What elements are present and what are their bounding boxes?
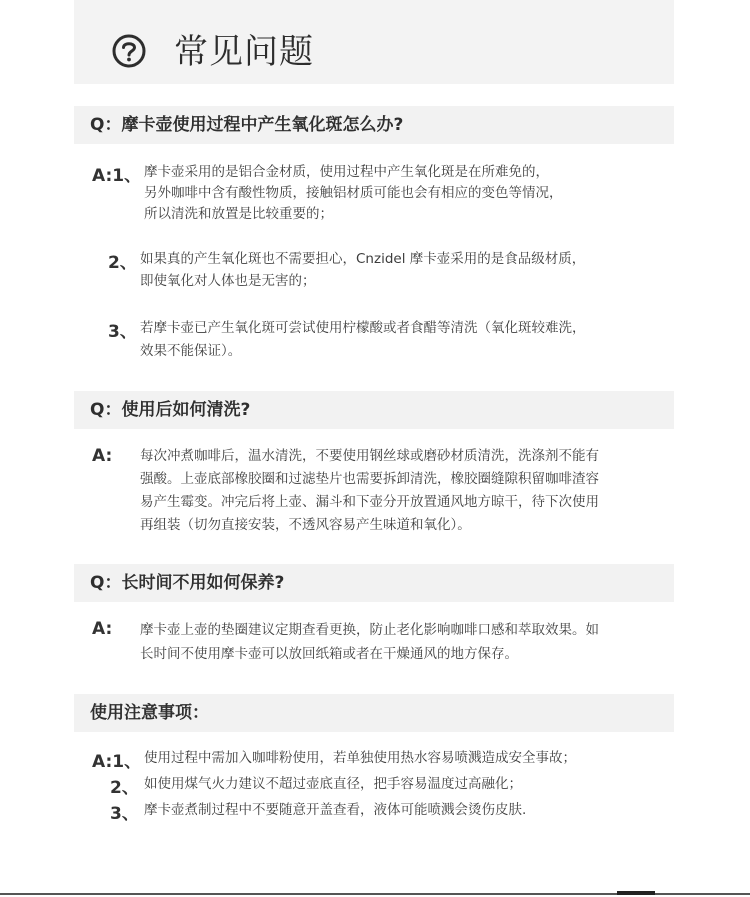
faq2-question-bar: [74, 391, 674, 429]
notes-item1-label: A:1、: [92, 752, 142, 772]
faq3-answer-label: A:: [92, 619, 113, 639]
faq1-answer2-label: 2、: [108, 253, 137, 273]
bottom-accent-mark: [617, 891, 655, 895]
faq1-question-bar: [74, 106, 674, 144]
notes-item1-text: 使用过程中需加入咖啡粉使用，若单独使用热水容易喷溅造成安全事故；: [144, 750, 576, 766]
page-title: 常见问题: [174, 32, 314, 72]
faq2-answer-line1: 每次冲煮咖啡后，温水清洗，不要使用钢丝球或磨砂材质清洗，洗涤剂不能有: [140, 448, 599, 464]
faq3-answer-line2: 长时间不使用摩卡壶可以放回纸箱或者在干燥通风的地方保存。: [140, 646, 518, 662]
faq2-answer-line3: 易产生霉变。冲完后将上壶、漏斗和下壶分开放置通风地方晾干，待下次使用: [140, 494, 599, 510]
faq3-question-bar: [74, 564, 674, 602]
notes-title: 使用注意事项：: [90, 703, 209, 723]
question-circle-icon: [112, 34, 146, 68]
faq1-answer3-line1: 若摩卡壶已产生氧化斑可尝试使用柠檬酸或者食醋等清洗（氧化斑较难洗，: [140, 320, 586, 336]
notes-item3-label: 3、: [110, 804, 139, 824]
faq3-question: Q：长时间不用如何保养?: [90, 573, 285, 593]
notes-title-bar: [74, 694, 674, 732]
faq3-answer-line1: 摩卡壶上壶的垫圈建议定期查看更换，防止老化影响咖啡口感和萃取效果。如: [140, 622, 599, 638]
faq2-answer-label: A:: [92, 446, 113, 466]
faq2-answer-line2: 强酸。上壶底部橡胶圈和过滤垫片也需要拆卸清洗，橡胶圈缝隙积留咖啡渣容: [140, 471, 599, 487]
faq1-answer3-label: 3、: [108, 322, 137, 342]
faq1-answer1-line2: 另外咖啡中含有酸性物质，接触铝材质可能也会有相应的变色等情况，: [144, 185, 563, 201]
faq1-answer2-line2: 即使氧化对人体也是无害的；: [140, 273, 316, 289]
faq1-question: Q：摩卡壶使用过程中产生氧化斑怎么办?: [90, 115, 404, 135]
faq1-answer2-line1: 如果真的产生氧化斑也不需要担心，Cnzidel 摩卡壶采用的是食品级材质，: [140, 251, 586, 267]
faq1-answer1-line3: 所以清洗和放置是比较重要的；: [144, 206, 333, 222]
faq1-answer1-line1: 摩卡壶采用的是铝合金材质，使用过程中产生氧化斑是在所难免的，: [144, 164, 549, 180]
faq1-answer3-line2: 效果不能保证）。: [140, 343, 242, 359]
faq2-answer-line4: 再组装（切勿直接安装，不透风容易产生味道和氧化）。: [140, 517, 471, 533]
faq1-answer1-label: A:1、: [92, 166, 142, 186]
notes-item2-text: 如使用煤气火力建议不超过壶底直径，把手容易温度过高融化；: [144, 776, 522, 792]
notes-item3-text: 摩卡壶煮制过程中不要随意开盖查看，液体可能喷溅会烫伤皮肤.: [144, 802, 527, 818]
notes-item2-label: 2、: [110, 778, 139, 798]
faq2-question: Q：使用后如何清洗?: [90, 400, 251, 420]
faq-header: [74, 0, 674, 84]
